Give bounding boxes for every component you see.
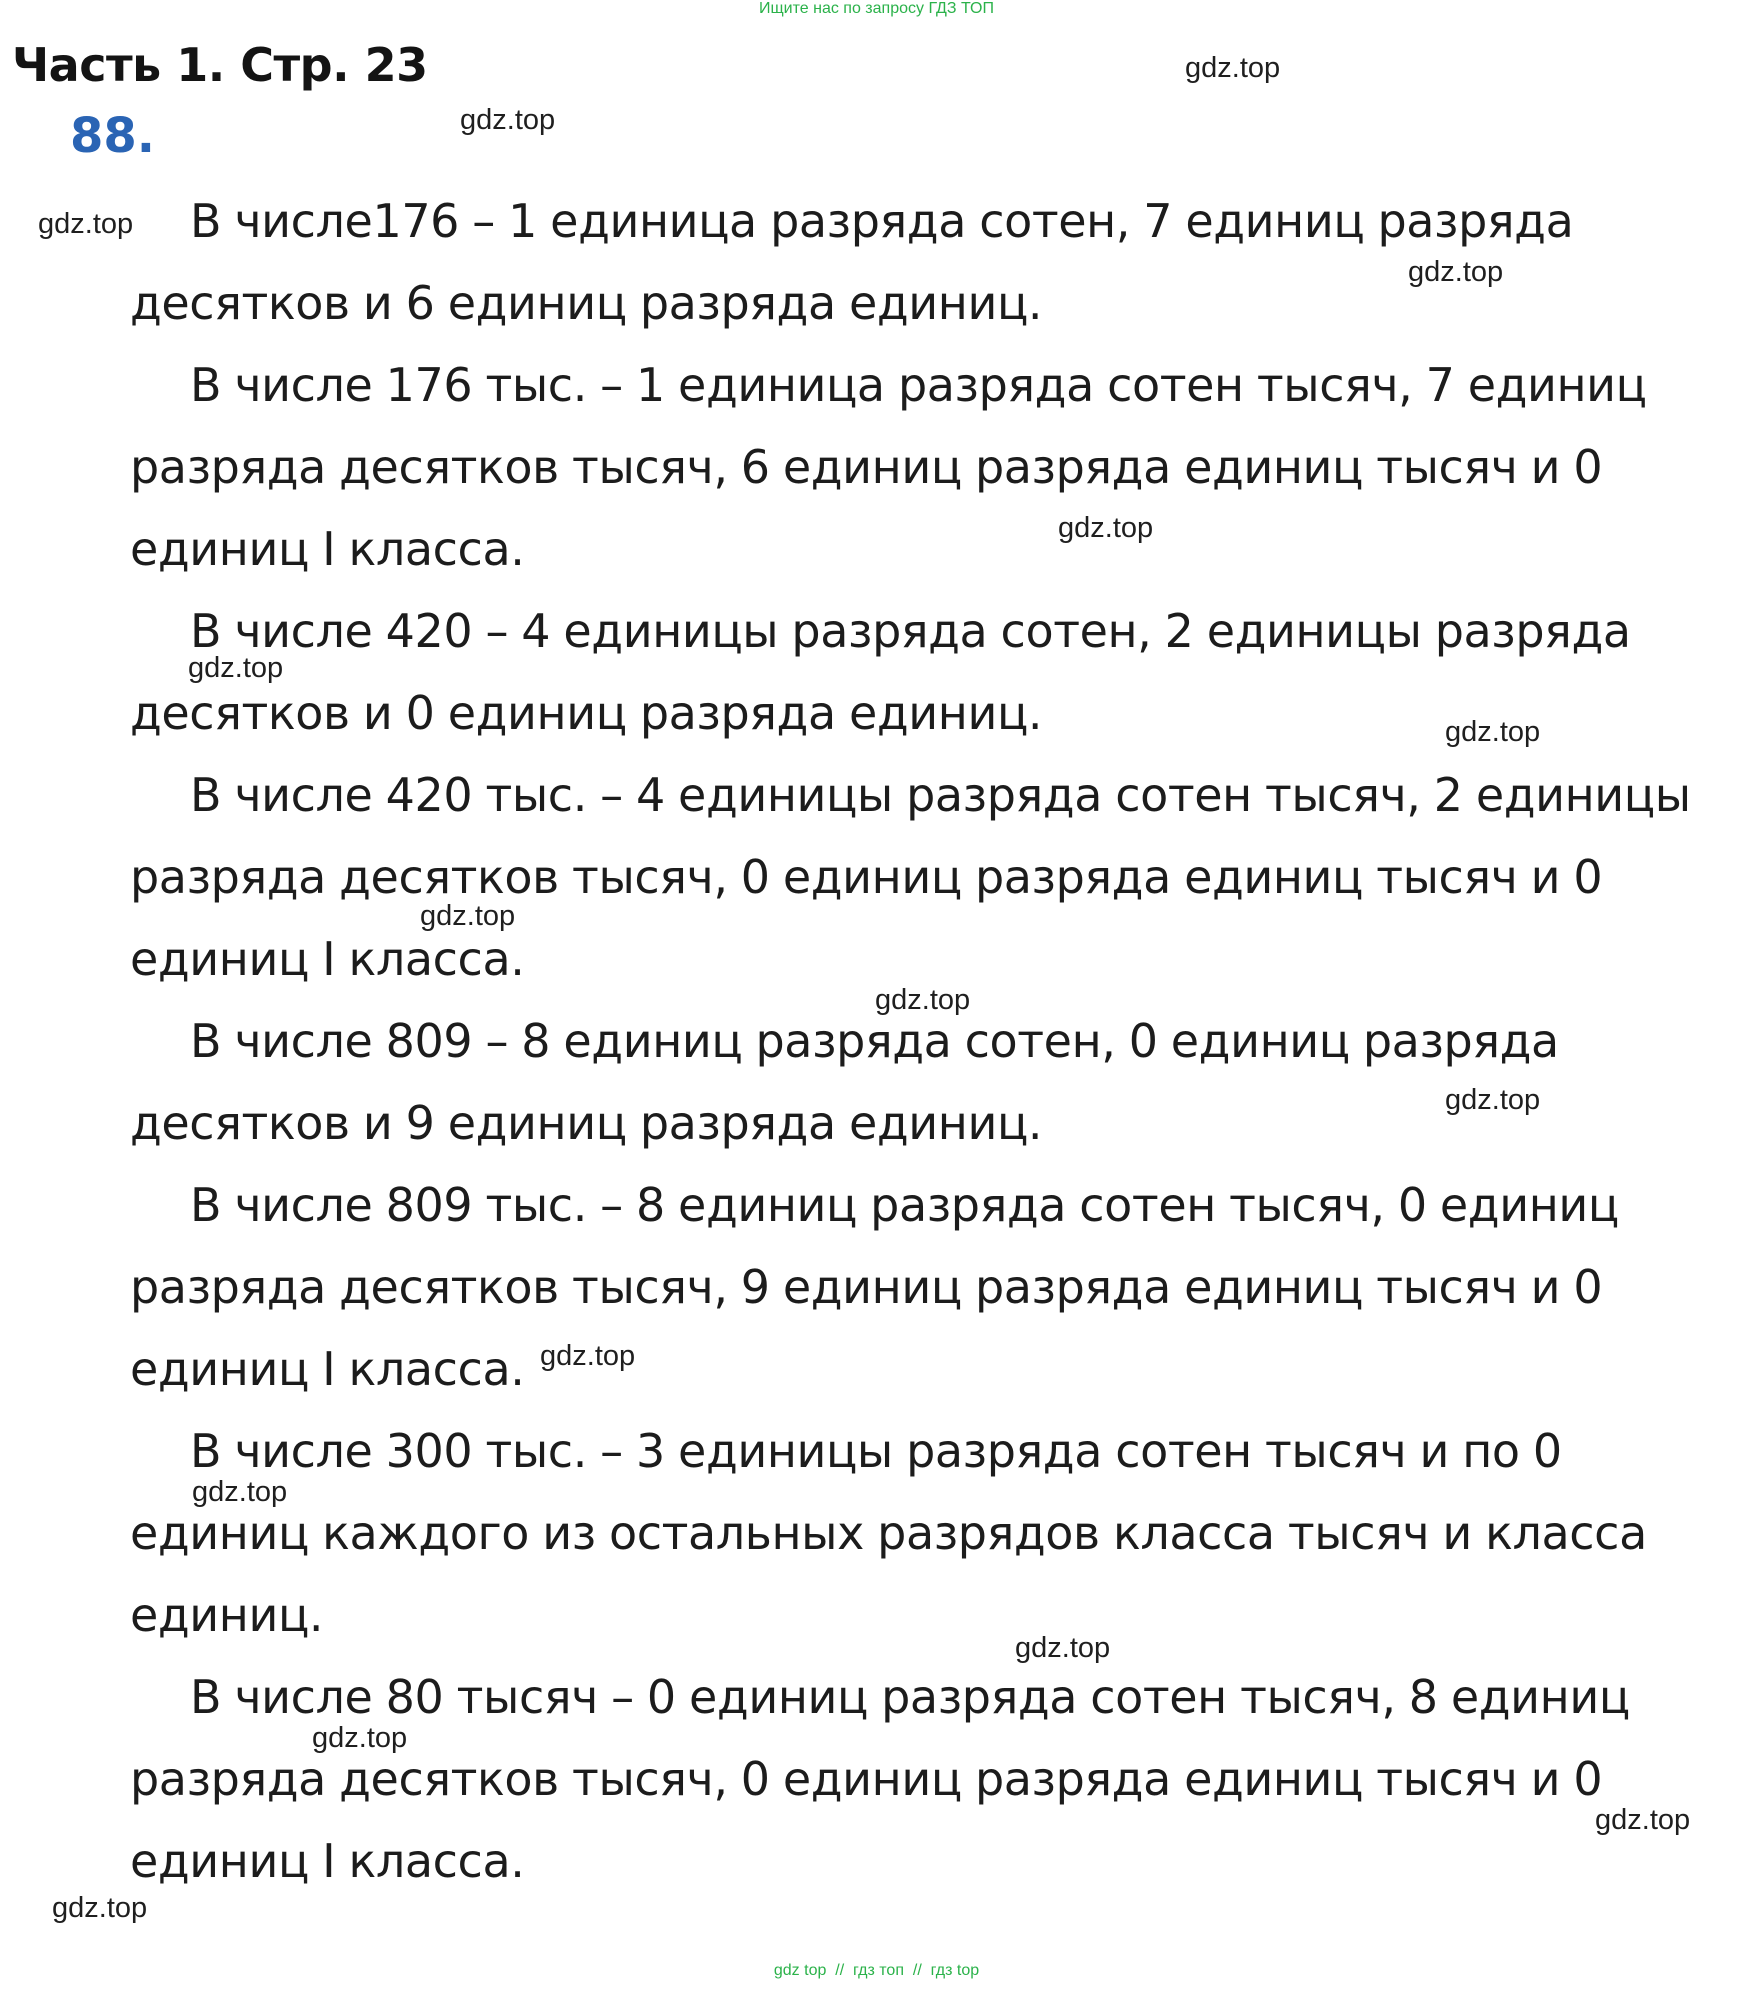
watermark: gdz.top bbox=[1445, 716, 1541, 748]
watermark: gdz.top bbox=[192, 1476, 288, 1508]
top-banner: Ищите нас по запросу ГДЗ ТОП bbox=[759, 0, 994, 17]
watermark: gdz.top bbox=[52, 1892, 148, 1924]
footer-links: gdz top // гдз топ // гдз top bbox=[773, 1962, 980, 1979]
watermark: gdz.top bbox=[875, 984, 971, 1016]
watermark: gdz.top bbox=[1408, 256, 1504, 288]
watermark: gdz.top bbox=[1015, 1632, 1111, 1664]
watermark: gdz.top bbox=[312, 1722, 408, 1754]
solution-paragraph-2: В числе 176 тыс. – 1 единица разряда сотен тысяч, 7 единиц разряда десятков тысяч, 6 единиц разряда единиц тысяч и 0 единиц I класса. bbox=[130, 358, 1647, 576]
page-title: Часть 1. Стр. 23 bbox=[12, 38, 428, 92]
solution-paragraph-8: В числе 80 тысяч – 0 единиц разряда сотен тысяч, 8 единиц разряда десятков тысяч, 0 единиц разряда единиц тысяч и 0 единиц I класса. bbox=[130, 1670, 1630, 1888]
task-number: 88. bbox=[70, 108, 156, 164]
solution-paragraph-7: В числе 300 тыс. – 3 единицы разряда сотен тысяч и по 0 единиц каждого из остальных разрядов класса тысяч и класса единиц. bbox=[130, 1424, 1647, 1642]
watermark: gdz.top bbox=[420, 900, 516, 932]
solution-paragraph-3: В числе 420 – 4 единицы разряда сотен, 2 единицы разряда десятков и 0 единиц разряда единиц. bbox=[130, 604, 1631, 740]
watermark: gdz.top bbox=[460, 104, 556, 136]
watermark: gdz.top bbox=[540, 1340, 636, 1372]
solution-text bbox=[130, 180, 1750, 1902]
watermark: gdz.top bbox=[1445, 1084, 1541, 1116]
solution-paragraph-4: В числе 420 тыс. – 4 единицы разряда сотен тысяч, 2 единицы разряда десятков тысяч, 0 единиц разряда единиц тысяч и 0 единиц I класса. bbox=[130, 768, 1691, 986]
solution-paragraph-1: В числе176 – 1 единица разряда сотен, 7 единиц разряда десятков и 6 единиц разряда единиц. bbox=[130, 194, 1574, 330]
solution-paragraph-5: В числе 809 – 8 единиц разряда сотен, 0 единиц разряда десятков и 9 единиц разряда единиц. bbox=[130, 1014, 1559, 1150]
watermark: gdz.top bbox=[38, 208, 134, 240]
watermark: gdz.top bbox=[188, 652, 284, 684]
watermark: gdz.top bbox=[1595, 1804, 1691, 1836]
watermark: gdz.top bbox=[1058, 512, 1154, 544]
solution-paragraph-6: В числе 809 тыс. – 8 единиц разряда сотен тысяч, 0 единиц разряда десятков тысяч, 9 единиц разряда единиц тысяч и 0 единиц I класса. bbox=[130, 1178, 1619, 1396]
watermark: gdz.top bbox=[1185, 52, 1281, 84]
